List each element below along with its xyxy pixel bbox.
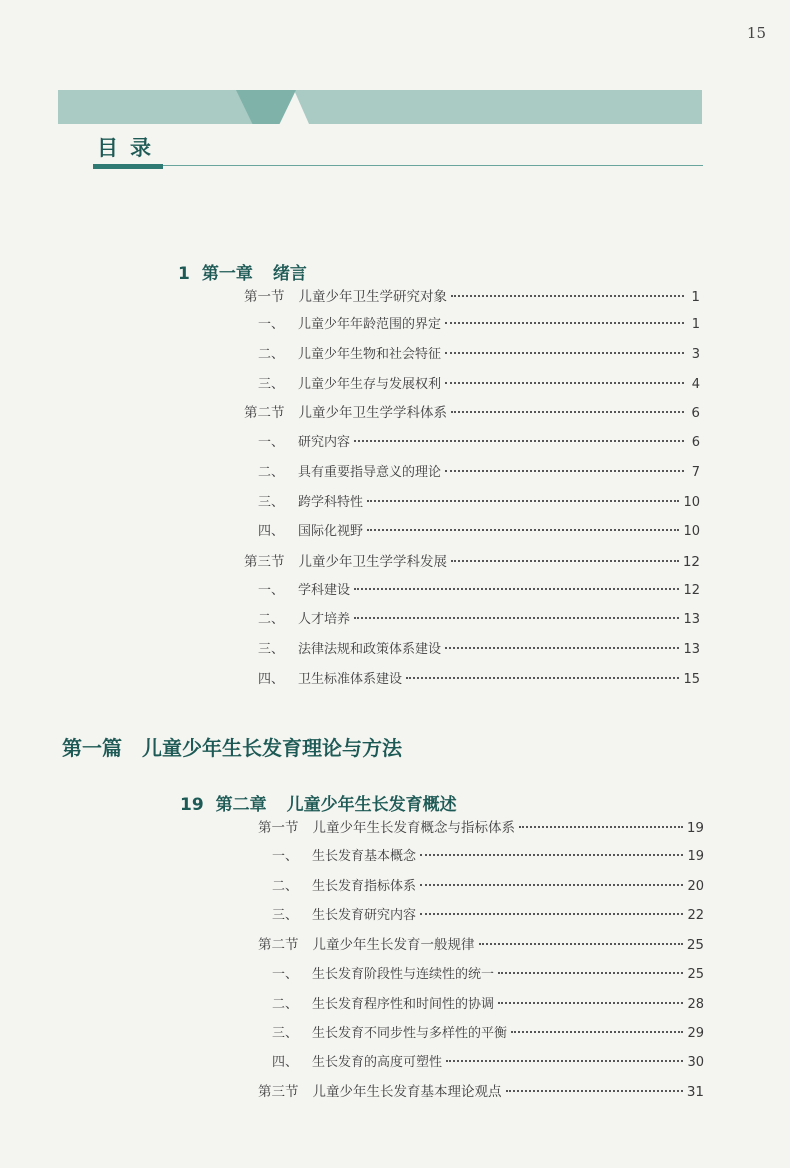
leader-dots xyxy=(445,646,679,649)
chapter-title: 绪言 xyxy=(272,264,307,284)
leader-dots xyxy=(498,971,683,974)
toc-entry-item[interactable]: 一、 生长发育阶段性与连续性的统一 25 xyxy=(272,967,704,982)
leader-dots xyxy=(445,321,684,324)
toc-entry-section[interactable]: 第二节 儿童少年生长发育一般规律 25 xyxy=(258,937,704,953)
chapter-page-number: 1 xyxy=(178,264,190,284)
leader-dots xyxy=(354,587,679,590)
toc-title: 目录 xyxy=(97,136,163,160)
chapter-1-heading[interactable] xyxy=(178,259,307,284)
toc-entry-item[interactable]: 四、 卫生标准体系建设 15 xyxy=(258,672,700,687)
toc-entry-item[interactable]: 三、 跨学科特性 10 xyxy=(258,495,700,510)
toc-entry-item[interactable]: 四、 生长发育的高度可塑性 30 xyxy=(272,1055,704,1070)
leader-dots xyxy=(420,853,683,856)
section-title: 儿童少年卫生学研究对象 xyxy=(298,289,447,305)
leader-dots xyxy=(367,528,679,531)
toc-entry-item[interactable]: 二、 具有重要指导意义的理论 7 xyxy=(258,465,700,480)
chapter-page-number: 19 xyxy=(180,795,204,815)
chapter-label: 第一章 xyxy=(201,264,253,284)
leader-dots xyxy=(406,676,679,679)
leader-dots xyxy=(451,559,679,562)
part-1-heading[interactable] xyxy=(62,732,402,761)
leader-dots xyxy=(445,469,684,472)
toc-entry-item[interactable]: 二、 生长发育程序性和时间性的协调 28 xyxy=(272,997,704,1012)
part-label: 第一篇 xyxy=(62,736,122,760)
title-underline xyxy=(163,165,703,166)
toc-entry-item[interactable]: 一、 学科建设 12 xyxy=(258,583,700,598)
leader-dots xyxy=(354,616,679,619)
leader-dots xyxy=(519,825,683,828)
toc-entry-item[interactable]: 四、 国际化视野 10 xyxy=(258,524,700,539)
leader-dots xyxy=(506,1089,683,1092)
chapter-label: 第二章 xyxy=(215,795,267,815)
toc-entry-item[interactable]: 三、 法律法规和政策体系建设 13 xyxy=(258,642,700,657)
toc-entry-item[interactable]: 二、 人才培养 13 xyxy=(258,612,700,627)
toc-entry-item[interactable]: 三、 生长发育不同步性与多样性的平衡 29 xyxy=(272,1026,704,1041)
leader-dots xyxy=(511,1030,683,1033)
toc-entry-section[interactable]: 第三节 儿童少年卫生学学科发展 12 xyxy=(244,554,700,570)
section-label: 第一节 xyxy=(244,289,285,305)
leader-dots xyxy=(451,410,684,413)
toc-entry-item[interactable]: 二、 儿童少年生物和社会特征 3 xyxy=(258,347,700,362)
toc-entry-item[interactable]: 一、 儿童少年年龄范围的界定 1 xyxy=(258,317,700,332)
leader-dots xyxy=(451,294,684,297)
leader-dots xyxy=(498,1001,683,1004)
leader-dots xyxy=(354,439,684,442)
toc-entry-section[interactable] xyxy=(244,287,700,307)
toc-entry-item[interactable]: 三、 生长发育研究内容 22 xyxy=(272,908,704,923)
part-title: 儿童少年生长发育理论与方法 xyxy=(142,736,402,760)
toc-entry-item[interactable]: 三、 儿童少年生存与发展权利 4 xyxy=(258,377,700,392)
toc-entry-section[interactable]: 第二节 儿童少年卫生学学科体系 6 xyxy=(244,405,700,421)
title-underline-accent xyxy=(93,164,163,169)
page-number: 15 xyxy=(746,24,766,42)
entry-page: 1 xyxy=(691,289,700,305)
leader-dots xyxy=(420,883,683,886)
leader-dots xyxy=(479,942,683,945)
leader-dots xyxy=(445,381,684,384)
leader-dots xyxy=(446,1059,683,1062)
leader-dots xyxy=(420,912,683,915)
chapter-title: 儿童少年生长发育概述 xyxy=(286,795,457,815)
toc-entry-section[interactable]: 第三节 儿童少年生长发育基本理论观点 31 xyxy=(258,1084,704,1100)
toc-entry-item[interactable]: 一、 研究内容 6 xyxy=(258,435,700,450)
header-banner xyxy=(58,90,702,124)
leader-dots xyxy=(367,499,679,502)
toc-entry-item[interactable]: 二、 生长发育指标体系 20 xyxy=(272,879,704,894)
leader-dots xyxy=(445,351,684,354)
toc-entry-item[interactable]: 一、 生长发育基本概念 19 xyxy=(272,849,704,864)
toc-entry-section[interactable]: 第一节 儿童少年生长发育概念与指标体系 19 xyxy=(258,820,704,836)
chapter-2-heading[interactable] xyxy=(180,790,457,815)
